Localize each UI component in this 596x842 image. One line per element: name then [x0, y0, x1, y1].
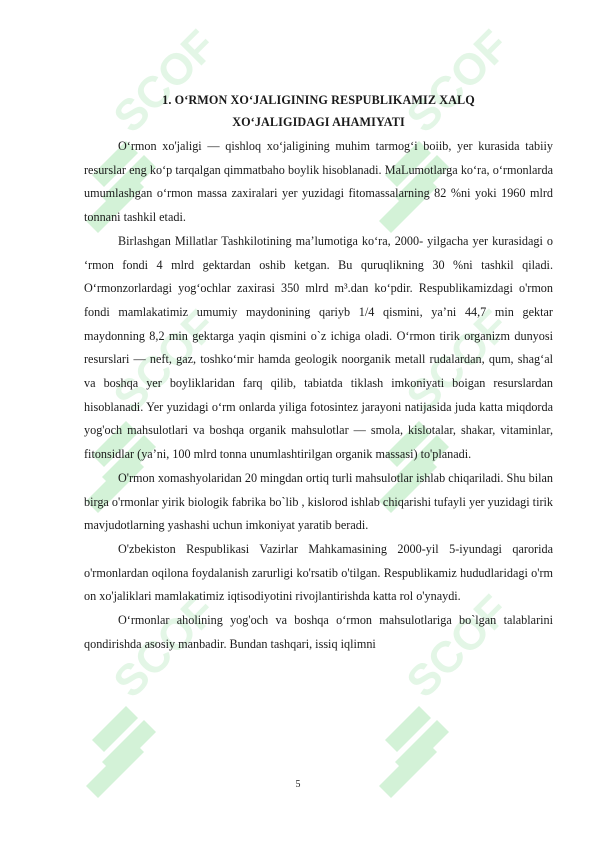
section-title-line-1: 1. O‘RMON XO‘JALIGINING RESPUBLIKAMIZ XALQ	[162, 93, 475, 107]
page-content	[84, 90, 553, 656]
page-number: 5	[295, 779, 301, 790]
section-title-line-2: XO‘JALIGIDAGI AHAMIYATI	[232, 114, 405, 129]
paragraph-5: O‘rmonlar aholining yog'och va boshqa o‘rmon mahsulotlariga bo`lgan talablarini qondirishda asosiy manbadir. Bundan tashqari, issiq iqlimni	[84, 613, 553, 651]
paragraph-1: O‘rmon xo'jaligi — qishloq xo‘jaligining muhim tarmog‘i boiib, yer kurasida tabiiy resurslar eng ko‘p tarqalgan qimmatbaho boylik hisoblanadi. MaLumotlarga ko‘ra, o‘rmonlarda umumlashgan o‘rmon massa zaxiralari yer yuzidagi fitomassalarning 82 %ni yoki 1960 mlrd tonnani tashkil etadi.	[84, 139, 553, 225]
paragraph-4: O'zbekiston Respublikasi Vazirlar Mahkamasining 2000-yil 5-iyundagi qarorida o'rmonlardan oqilona foydalanish zarurligi ko'rsatib o'tilgan. Respublikamiz hududlaridagi o'rm on xo'jaliklari mamlakatimiz iqtisodiyotini rivojlantirishda katta rol o'ynaydi.	[84, 541, 553, 604]
section-title	[84, 90, 553, 133]
paragraph-2: Birlashgan Millatlar Tashkilotining ma’lumotiga ko‘ra, 2000- yilgacha yer kurasidagi o ‘rmon fondi 4 mlrd gektardan oshib ketgan. Bu quruqlikning 30 %ni tashkil qiladi. O‘rmonzorlardagi yog‘ochlar zaxirasi 350 mlrd m³.dan ko‘pdir. Respublikamizdagi o'rmon fondi mamlakatimiz umumiy maydonining qariyb 1/4 qismini, ya’ni 44,7 min gektar maydonning 8,2 min gektarga yaqin qismini o`z ichiga oladi. O‘rmon tirik organizm dunyosi resurslari — neft, gaz, toshko‘mir hamda geologik noorganik metall rudalardan, qum, shag‘al va boshqa yer boyliklaridan farq qilib, tabiatda tiklash imkoniyati boigan resurslardan hisoblanadi. Yer yuzidagi o‘rm onlarda yiliga fotosintez jarayoni natijasida juda katta miqdorda yog'och mahsulotlari va boshqa organik mahsulotlar — smola, kislotalar, shakar, vitaminlar, fitonsidlar (ya’ni, 100 mlrd tonna unumlashtirilgan organik massasi) to'planadi.	[84, 233, 553, 462]
paragraph-3: O'rmon xomashyolaridan 20 mingdan ortiq turli mahsulotlar ishlab chiqariladi. Shu bilan birga o'rmonlar yirik biologik fabrika bo`lib , kislorod ishlab chiqarishi tufayli yer yuzidagi tirik mavjudotlarning yashashi uchun imkoniyat yaratib beradi.	[84, 470, 553, 533]
